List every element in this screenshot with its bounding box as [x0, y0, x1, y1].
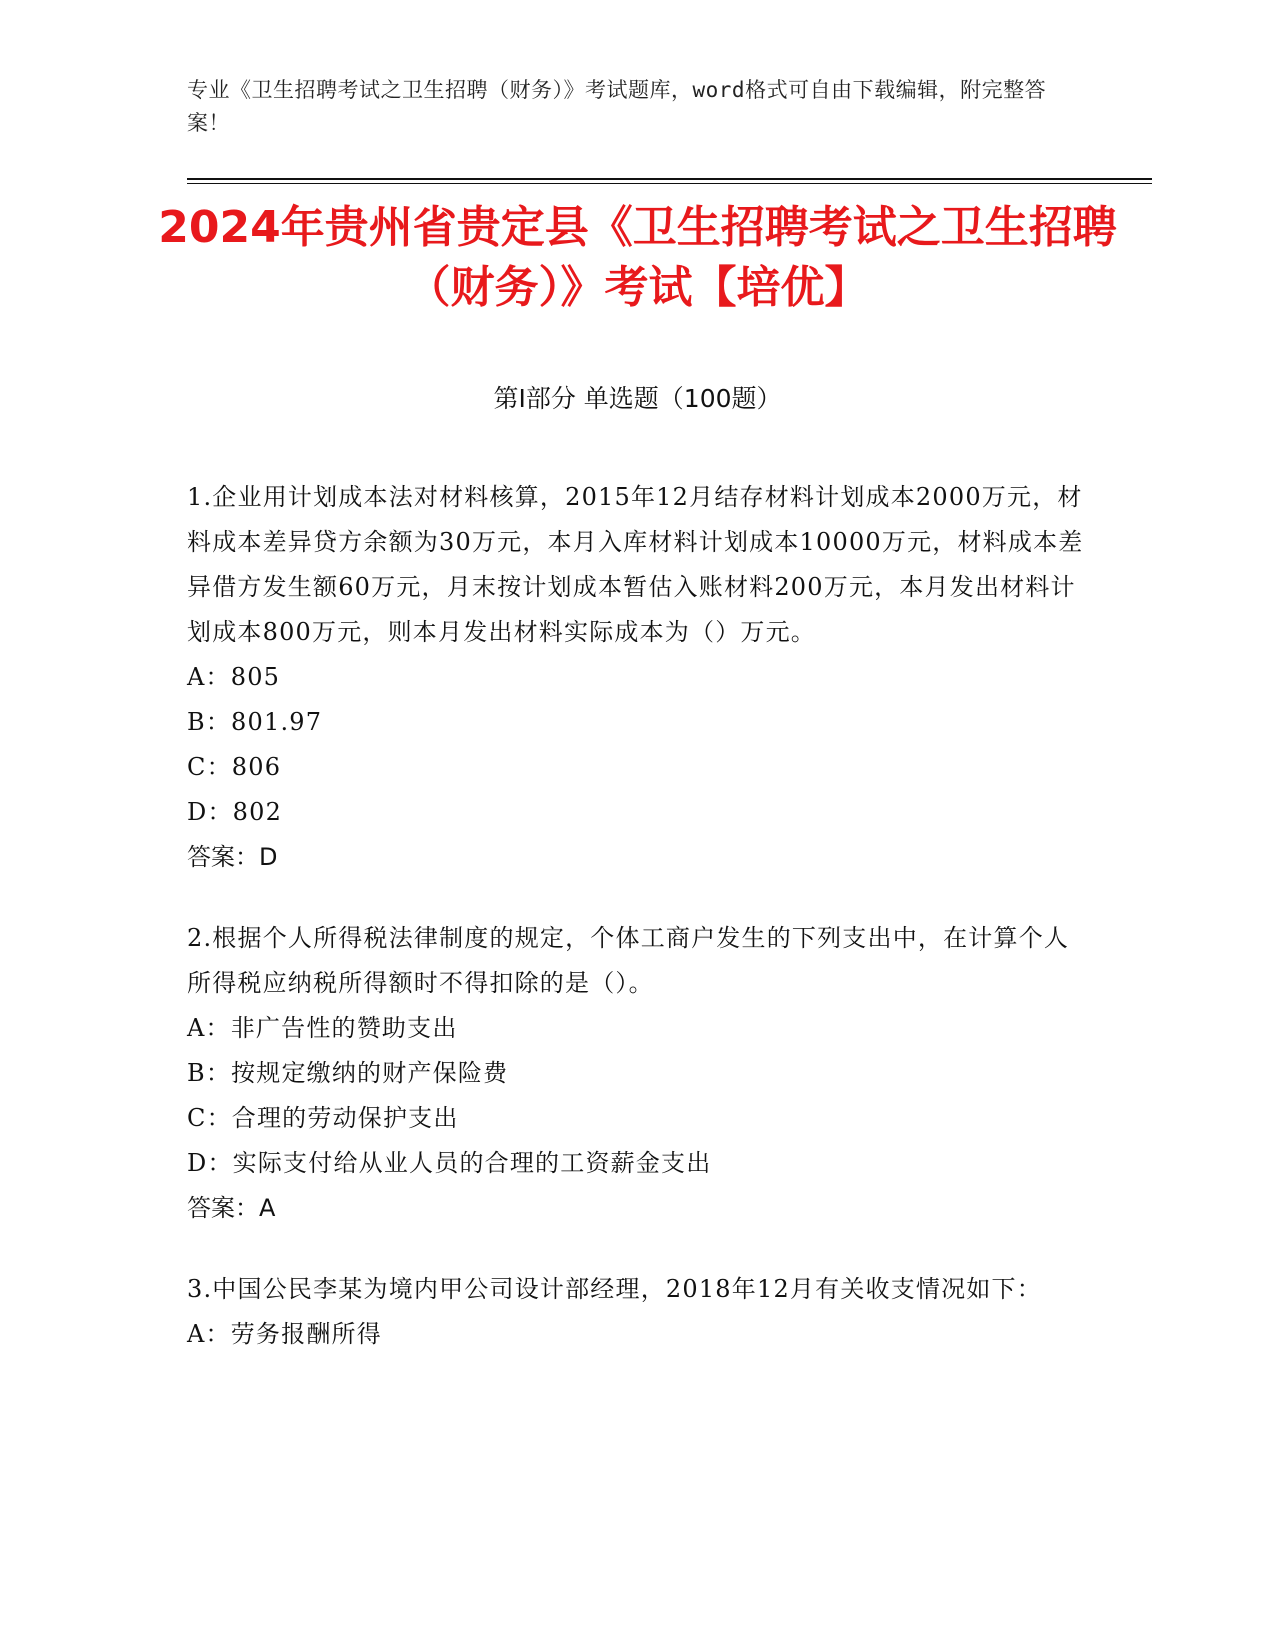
- option-key: B：: [187, 708, 232, 736]
- section-title: 第I部分 单选题（100题）: [493, 384, 782, 413]
- document-title: 2024年贵州省贵定县《卫生招聘考试之卫生招聘（财务）》考试【培优】: [158, 202, 1117, 313]
- question-list: [187, 475, 1087, 1393]
- option-c: [187, 1096, 1087, 1141]
- option-c: [187, 745, 1087, 790]
- option-d: [187, 1141, 1087, 1186]
- header-note: 专业《卫生招聘考试之卫生招聘（财务）》考试题库，word格式可自由下载编辑，附完整答案！: [187, 78, 1047, 135]
- option-text: 806: [231, 753, 282, 781]
- option-a: [187, 1006, 1087, 1051]
- option-d: [187, 790, 1087, 835]
- option-key: D：: [187, 798, 233, 826]
- answer-line: 答案：A: [187, 1194, 276, 1222]
- option-a: [187, 655, 1087, 700]
- option-text: 805: [230, 663, 281, 691]
- option-text: 802: [232, 798, 283, 826]
- header-rule-thick: [187, 178, 1152, 180]
- option-text: 按规定缴纳的财产保险费: [231, 1059, 509, 1087]
- option-text: 实际支付给从业人员的合理的工资薪金支出: [232, 1149, 712, 1177]
- question-text: 2.根据个人所得税法律制度的规定，个体工商户发生的下列支出中，在计算个人所得税应纳税所得额时不得扣除的是（）。: [187, 924, 1070, 997]
- header-rule-thin: [187, 183, 1152, 184]
- option-text: 非广告性的赞助支出: [230, 1014, 458, 1042]
- option-key: A：: [187, 663, 231, 691]
- question-1: [187, 475, 1087, 880]
- option-text: 合理的劳动保护支出: [231, 1104, 459, 1132]
- option-b: [187, 700, 1087, 745]
- option-key: C：: [187, 1104, 232, 1132]
- option-text: 801.97: [231, 708, 323, 736]
- option-key: D：: [187, 1149, 233, 1177]
- question-text: 3.中国公民李某为境内甲公司设计部经理，2018年12月有关收支情况如下：: [187, 1275, 1042, 1303]
- option-key: B：: [187, 1059, 232, 1087]
- option-text: 劳务报酬所得: [230, 1320, 382, 1348]
- option-key: A：: [187, 1320, 231, 1348]
- option-key: A：: [187, 1014, 231, 1042]
- answer-line: 答案：D: [187, 843, 278, 871]
- question-2: [187, 916, 1087, 1231]
- question-3: [187, 1267, 1087, 1357]
- option-key: C：: [187, 753, 232, 781]
- option-b: [187, 1051, 1087, 1096]
- option-a: [187, 1312, 1087, 1357]
- question-text: 1.企业用计划成本法对材料核算，2015年12月结存材料计划成本2000万元，材料成本差异贷方余额为30万元，本月入库材料计划成本10000万元，材料成本差异借方发生额60万元，月末按计划成本暂估入账材料200万元，本月发出材料计划成本800万元，则本月发出材料实际成本为（）万元。: [187, 483, 1084, 646]
